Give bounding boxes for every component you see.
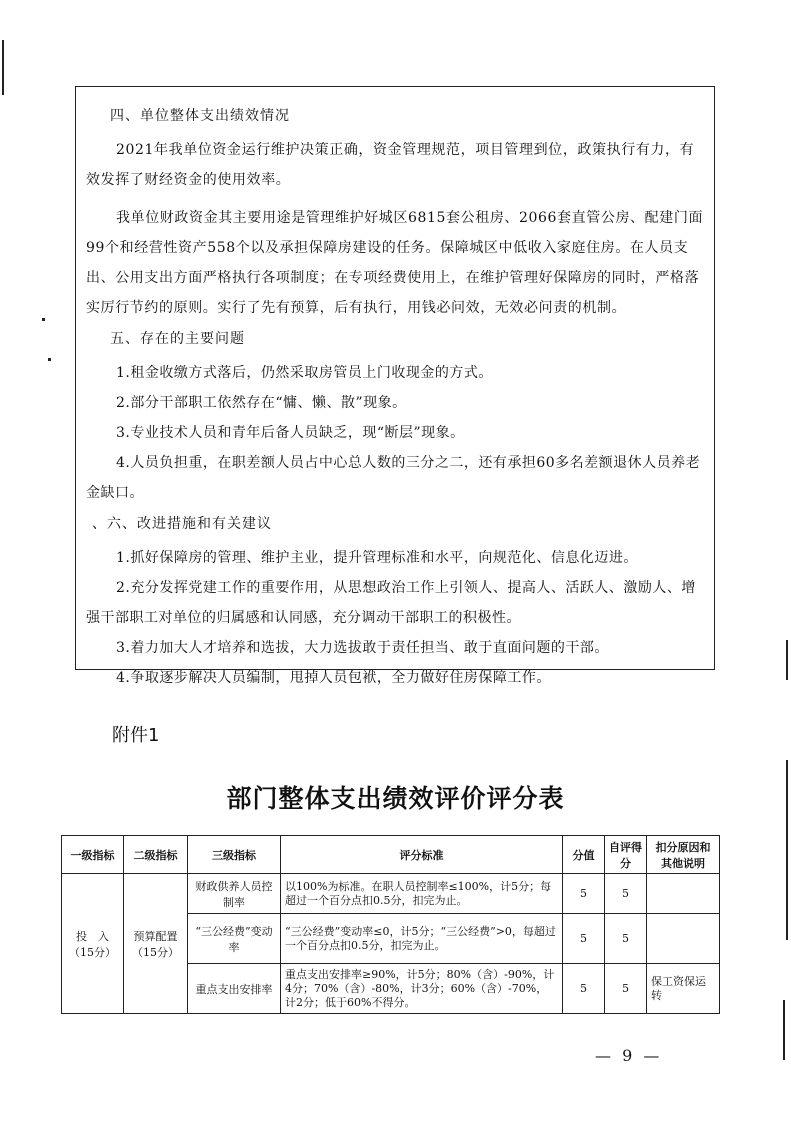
- header-note: 扣分原因和其他说明: [647, 836, 720, 874]
- cell-score: 5: [563, 874, 605, 914]
- cell-note: [647, 914, 720, 964]
- section-5-title: 五、存在的主要问题: [110, 331, 245, 347]
- scan-edge-mark: [783, 1000, 785, 1060]
- section-5-item-2: 2.部分干部职工依然存在“慵、懒、散”现象。: [116, 395, 407, 411]
- report-text-box: [75, 86, 715, 686]
- section-5-item-1: 1.租金收缴方式落后，仍然采取房管员上门收现金的方式。: [116, 365, 493, 381]
- cell-level3: “三公经费”变动率: [188, 914, 281, 964]
- scan-edge-mark: [786, 640, 788, 680]
- header-level3: 三级指标: [188, 836, 281, 874]
- scan-edge-mark: [786, 760, 788, 940]
- header-level1: 一级指标: [62, 836, 124, 874]
- cell-level2: 预算配置（15分）: [124, 874, 188, 1014]
- cell-standard: 重点支出安排率≥90%，计5分；80%（含）-90%，计4分；70%（含）-80%，计3分；60%（含）-70%，计2分；低于60%不得分。: [281, 964, 563, 1014]
- cell-note: 保工资保运转: [647, 964, 720, 1014]
- cell-standard: “三公经费”变动率≤0，计5分；“三公经费”>0，每超过一个百分点扣0.5分，扣完为止。: [281, 914, 563, 964]
- cell-note: [647, 874, 720, 914]
- attachment-label: 附件1: [112, 725, 160, 746]
- scan-edge-mark: [2, 40, 4, 95]
- section-4-paragraph-1: 2021年我单位资金运行维护决策正确，资金管理规范，项目管理到位，政策执行有力，有效发挥了财经资金的使用效率。: [86, 142, 695, 188]
- cell-self-score: 5: [605, 964, 647, 1014]
- table-header-row: [62, 836, 720, 874]
- table-title: 部门整体支出绩效评价评分表: [226, 784, 565, 813]
- cell-self-score: 5: [605, 914, 647, 964]
- section-6-item-4: 4.争取逐步解决人员编制，甩掉人员包袱，全力做好住房保障工作。: [116, 670, 551, 686]
- section-5-item-4: 4.人员负担重，在职差额人员占中心总人数的三分之二，还有承担60多名差额退休人员养老金缺口。: [86, 455, 701, 501]
- header-self-score: 自评得分: [605, 836, 647, 874]
- section-6-item-3: 3.着力加大人才培养和选拔，大力选拔敢于责任担当、敢于直面问题的干部。: [116, 640, 609, 656]
- section-4-paragraph-2: 我单位财政资金其主要用途是管理维护好城区6815套公租房、2066套直管公房、配建门面99个和经营性资产558个以及承担保障房建设的任务。保障城区中低收入家庭住房。在人员支出、公用支出方面严格执行各项制度；在专项经费使用上，在维护管理好保障房的同时，严格落实厉行节约的原则。实行了先有预算，后有执行，用钱必问效，无效必问责的机制。: [86, 210, 704, 316]
- cell-self-score: 5: [605, 874, 647, 914]
- section-6-title: 、六、改进措施和有关建议: [92, 516, 272, 532]
- header-level2: 二级指标: [124, 836, 188, 874]
- cell-level1: 投 入（15分）: [62, 874, 124, 1014]
- cell-level3: 财政供养人员控制率: [188, 874, 281, 914]
- cell-standard: 以100%为标准。在职人员控制率≤100%，计5分；每超过一个百分点扣0.5分，扣完为止。: [281, 874, 563, 914]
- score-table: [61, 835, 720, 1014]
- header-standard: 评分标准: [281, 836, 563, 874]
- section-6-item-2: 2.充分发挥党建工作的重要作用，从思想政治工作上引领人、提高人、活跃人、激励人、增强干部职工对单位的归属感和认同感，充分调动干部职工的积极性。: [86, 580, 696, 626]
- scan-dot-mark: [42, 318, 45, 321]
- cell-score: 5: [563, 964, 605, 1014]
- page-number: — 9 —: [595, 1046, 663, 1065]
- section-6-item-1: 1.抓好保障房的管理、维护主业，提升管理标准和水平，向规范化、信息化迈进。: [116, 550, 638, 566]
- section-4-title: 四、单位整体支出绩效情况: [110, 108, 290, 124]
- section-5-item-3: 3.专业技术人员和青年后备人员缺乏，现“断层”现象。: [116, 425, 465, 441]
- scan-dot-mark: [48, 358, 51, 361]
- cell-score: 5: [563, 914, 605, 964]
- header-score: 分值: [563, 836, 605, 874]
- cell-level3: 重点支出安排率: [188, 964, 281, 1014]
- table-row: [62, 874, 720, 914]
